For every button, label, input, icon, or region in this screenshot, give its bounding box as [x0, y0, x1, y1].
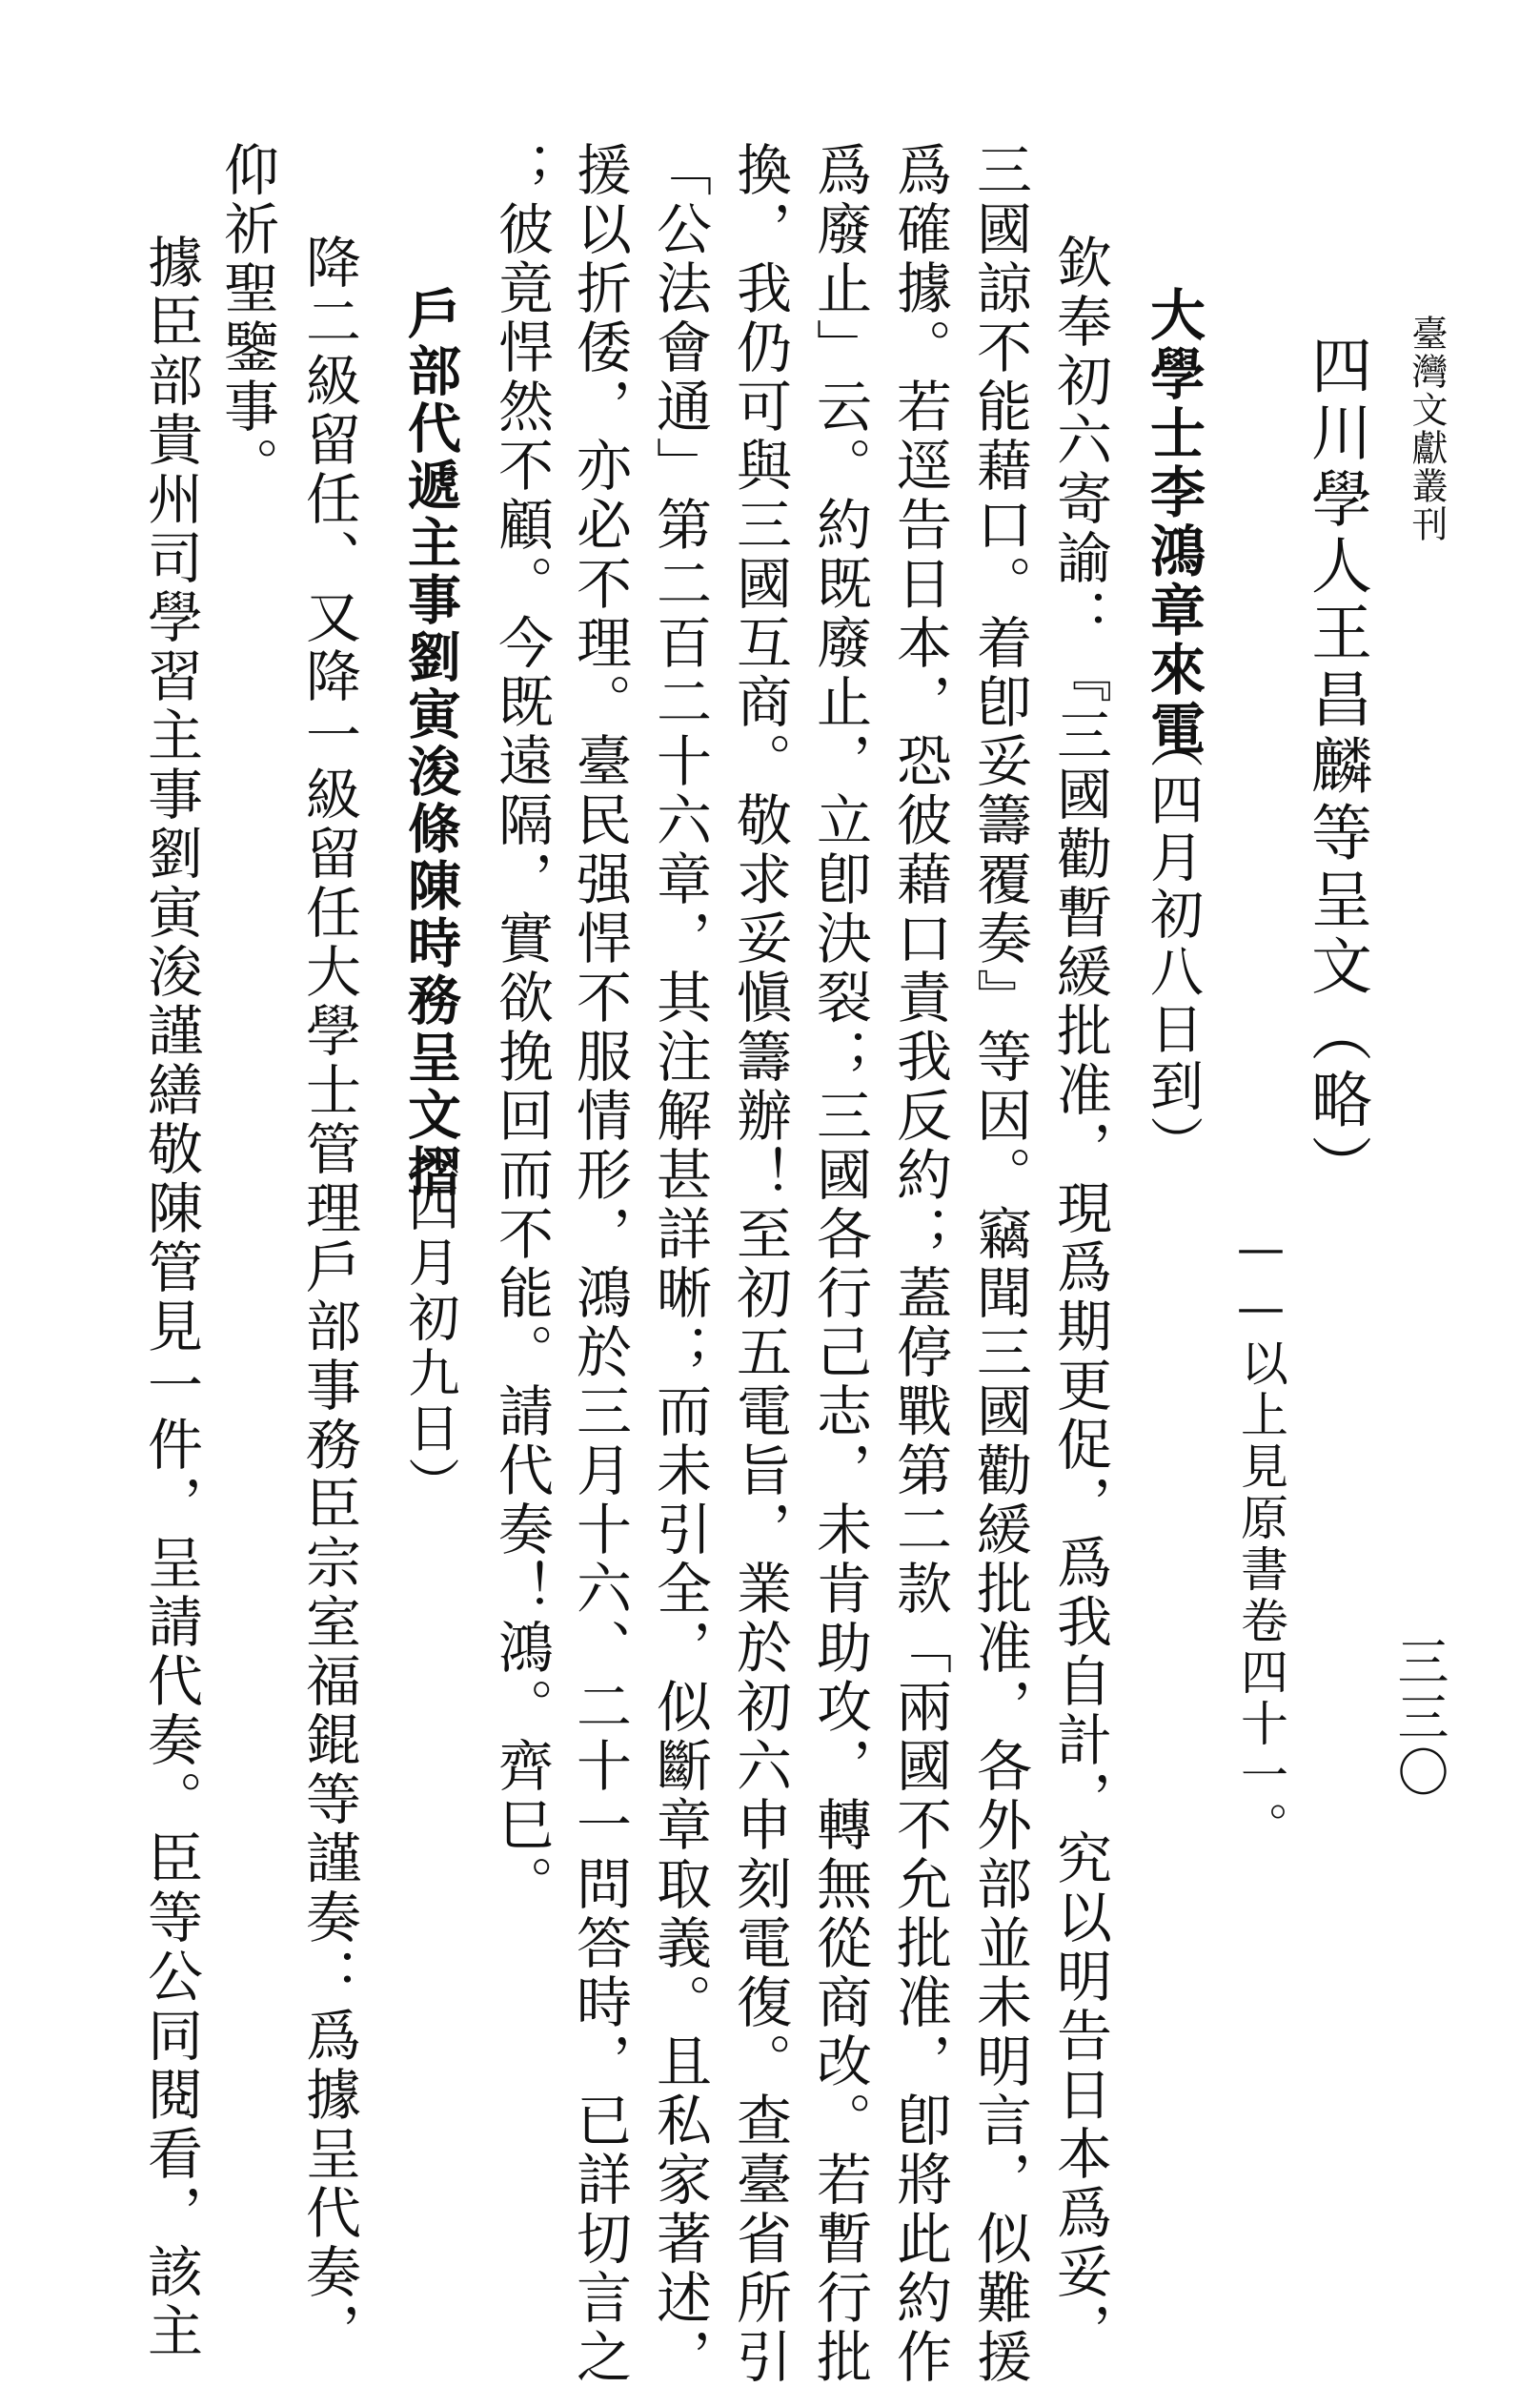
body-line-3: 爲確據。若逕告日本，恐彼藉口責我反約；蓋停戰第二款「兩國不允批准，卽將此約作 [887, 141, 952, 2387]
section-date-li-hongzhang: （四月初八日到） [1142, 715, 1204, 1173]
section-title-sichuan: 四川學人王昌麟等呈文（略） [1301, 334, 1371, 1201]
body-line-6: 「公法會通」第二百二十六章，其注解甚詳晰；而未引全，似斷章取義。且私家著述， [647, 141, 712, 2387]
journal-title: 臺灣文獻叢刊 [1406, 315, 1448, 543]
section-date-memorial: （四月初九日） [400, 1125, 460, 1512]
body-line-8: ；彼竟悍然不顧。今既遠隔，實欲挽回而不能。請代奏！鴻。齊巳。 [489, 141, 554, 1914]
memorial-line-2: 仰祈聖鑒事。 [214, 141, 279, 496]
page-number: 三三〇 [1389, 1635, 1449, 1801]
memorial-line-1: 降二級留任、又降一級留任大學士管理戶部事務臣宗室福錕等謹奏：爲據呈代奏， [296, 234, 361, 2361]
memorial-line-3: 據臣部貴州司學習主事劉寅浚謹繕敬陳管見一件，呈請代奏。臣等公同閱看，該主 [138, 234, 203, 2361]
body-line-2: 三國諒不能藉口。着卽妥籌覆奏』等因。竊聞三國勸緩批准，各外部並未明言，似難援 [967, 141, 1032, 2387]
body-line-4: 爲廢止」云。約既廢止，立卽決裂；三國各行己志，未肯助攻，轉無從商改。若暫行批 [807, 141, 872, 2387]
section-title-memorial: 戶部代遞主事劉寅浚條陳時務呈文摺 [399, 286, 462, 1201]
body-line-1: 欽奉初六寄諭：『三國勸暫緩批准，現爲期更促，爲我自計，究以明告日本爲妥， [1047, 234, 1112, 2361]
body-line-7: 援以折倭，亦必不理。臺民强悍不服情形，鴻於三月十六、二十一問答時，已詳切言之 [567, 141, 632, 2387]
source-note: ——以上見原書卷四十一。 [1233, 1220, 1288, 1853]
section-title-li-hongzhang: 大學士李鴻章來電 [1141, 286, 1206, 759]
body-line-5: 換，我仍可與三國互商。敬求妥愼籌辦！至初五電旨，業於初六申刻電復。查臺省所引 [727, 141, 792, 2387]
